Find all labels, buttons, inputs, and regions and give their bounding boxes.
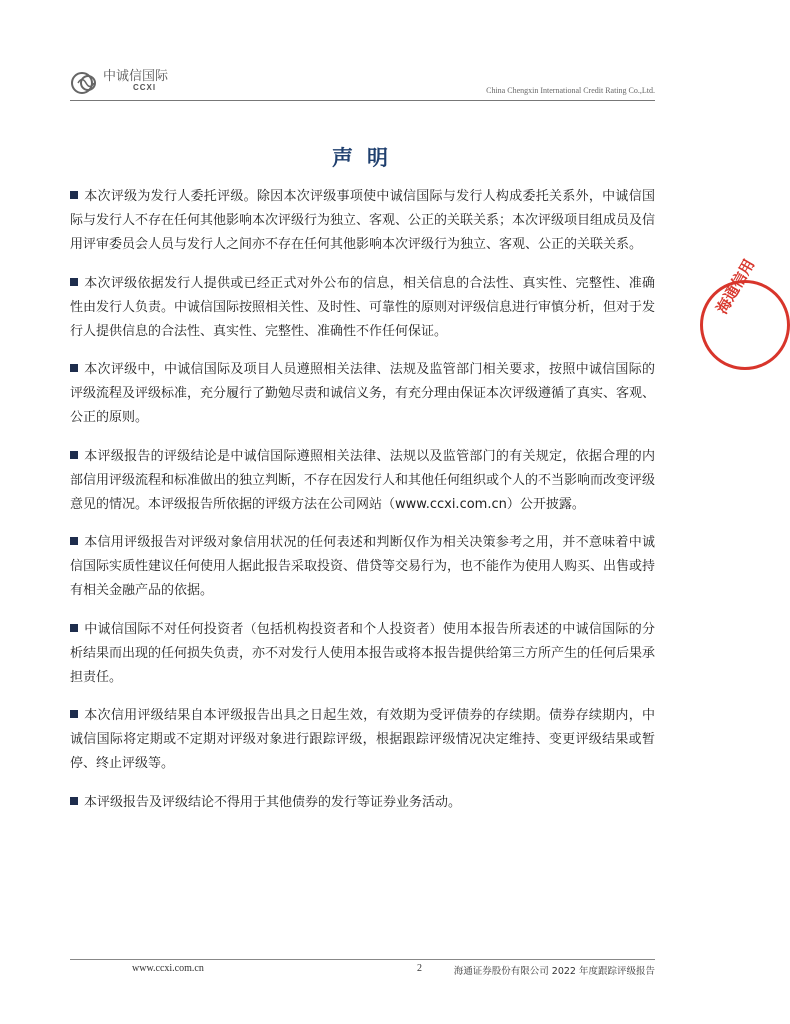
square-bullet-icon (70, 191, 78, 199)
square-bullet-icon (70, 364, 78, 372)
logo-chinese-name: 中诚信国际 (103, 69, 169, 84)
square-bullet-icon (70, 451, 78, 459)
square-bullet-icon (70, 537, 78, 545)
paragraph-text: 本次信用评级结果自本评级报告出具之日起生效，有效期为受评债券的存续期。债券存续期内，中诚信国际将定期或不定期对评级对象进行跟踪评级，根据跟踪评级情况决定维持、变更评级结果或暂停、终止评级等。 (70, 708, 655, 771)
paragraph-text: 本次评级中，中诚信国际及项目人员遵照相关法律、法规及监管部门相关要求，按照中诚信国际的评级流程及评级标准，充分履行了勤勉尽责和诚信义务，有充分理由保证本次评级遵循了真实、客观、公正的原则。 (70, 362, 656, 425)
ccxi-logo-icon (70, 70, 100, 98)
declaration-paragraph (70, 531, 655, 603)
declaration-paragraph (70, 185, 655, 257)
square-bullet-icon (70, 797, 78, 805)
footer-divider (70, 959, 655, 960)
page-number: 2 (417, 963, 422, 974)
square-bullet-icon (70, 278, 78, 286)
page-footer (70, 963, 655, 979)
declaration-paragraph (70, 445, 655, 517)
logo-english-name: CCXI (133, 83, 157, 92)
footer-website: www.ccxi.com.cn (132, 963, 204, 974)
header-divider (70, 100, 655, 101)
paragraph-text: 中诚信国际不对任何投资者（包括机构投资者和个人投资者）使用本报告所表述的中诚信国际的分析结果而出现的任何损失负责，亦不对发行人使用本报告或将本报告提供给第三方所产生的任何后果承担责任。 (70, 621, 656, 685)
declaration-paragraph (70, 704, 655, 776)
page-header (70, 68, 655, 100)
page-title: 声明 (332, 146, 402, 170)
declaration-paragraph (70, 272, 655, 344)
declaration-paragraph (70, 358, 655, 430)
paragraph-text: 本信用评级报告对评级对象信用状况的任何表述和判断仅作为相关决策参考之用，并不意味着中诚信国际实质性建议任何使用人据此报告采取投资、借贷等交易行为，也不能作为使用人购买、出售或持有相关金融产品的依据。 (70, 535, 656, 598)
stamp-text: 海通信用 (712, 256, 759, 317)
company-seal-stamp (700, 256, 790, 370)
paragraph-text: 本评级报告的评级结论是中诚信国际遵照相关法律、法规以及监管部门的有关规定，依据合理的内部信用评级流程和标准做出的独立判断，不存在因发行人和其他任何组织或个人的不当影响而改变评级意见的情况。本评级报告所依据的评级方法在公司网站（www.ccxi.com.cn）公开披露。 (70, 448, 656, 512)
paragraph-text: 本次评级为发行人委托评级。除因本次评级事项使中诚信国际与发行人构成委托关系外，中诚信国际与发行人不存在任何其他影响本次评级行为独立、客观、公正的关联关系；本次评级项目组成员及信用评审委员会人员与发行人之间亦不存在任何其他影响本次评级行为独立、客观、公正的关联关系。 (70, 189, 656, 252)
square-bullet-icon (70, 710, 78, 718)
company-english-name: China Chengxin International Credit Rating Co.,Ltd. (486, 86, 655, 95)
paragraph-text: 本次评级依据发行人提供或已经正式对外公布的信息，相关信息的合法性、真实性、完整性、准确性由发行人负责。中诚信国际按照相关性、及时性、可靠性的原则对评级信息进行审慎分析，但对于发行人提供信息的合法性、真实性、完整性、准确性不作任何保证。 (70, 275, 656, 339)
declaration-paragraph (70, 791, 655, 815)
report-name: 海通证券股份有限公司 2022 年度跟踪评级报告 (453, 966, 655, 977)
square-bullet-icon (70, 624, 78, 632)
declaration-paragraph (70, 618, 655, 690)
paragraph-text: 本评级报告及评级结论不得用于其他债券的发行等证券业务活动。 (84, 794, 462, 810)
declaration-body (70, 185, 655, 829)
ccxi-logo (70, 70, 168, 98)
